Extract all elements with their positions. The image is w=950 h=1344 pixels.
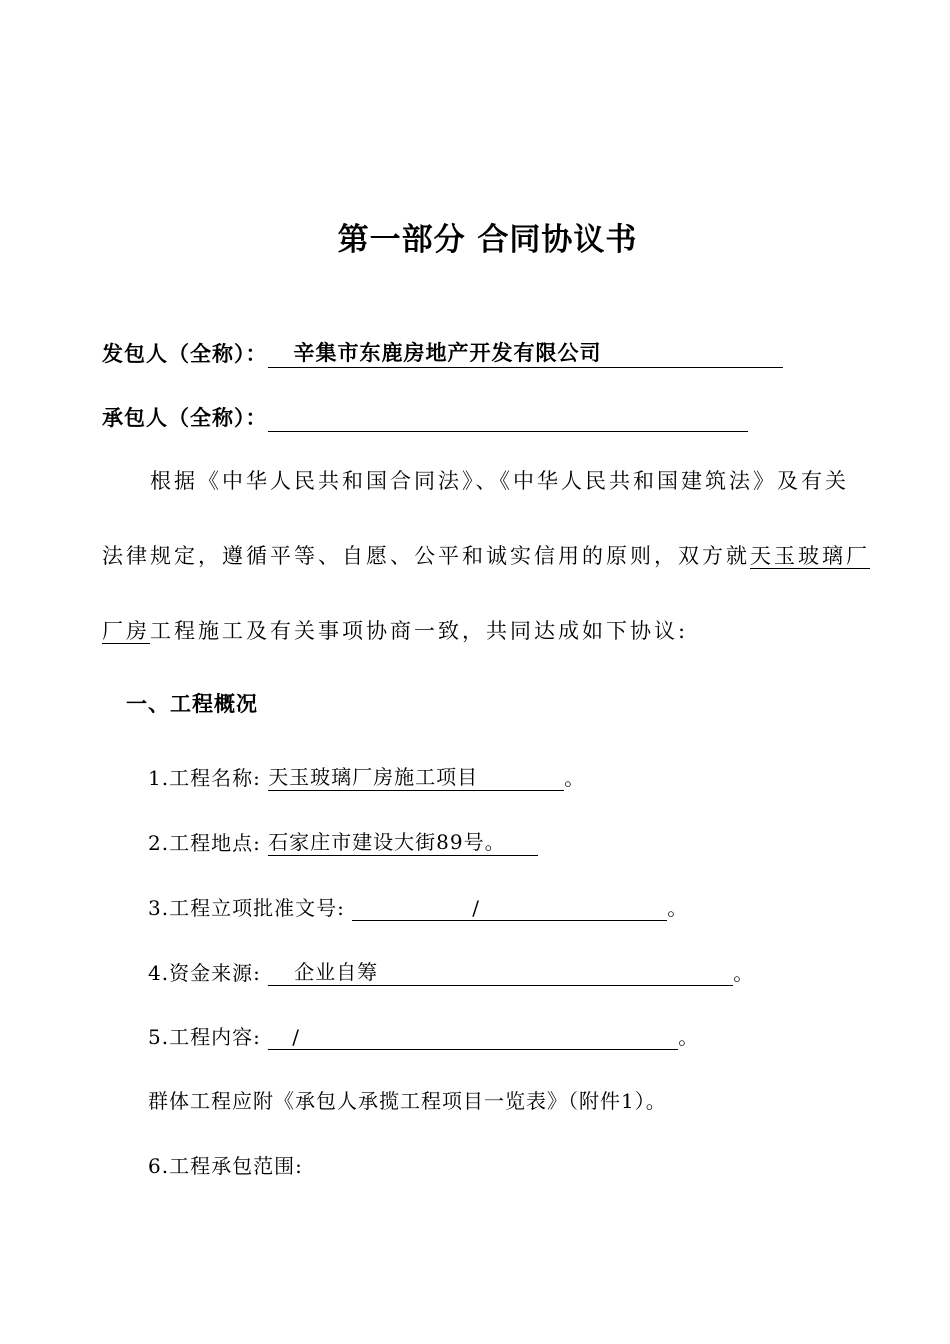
preamble-line-2-text: 法律规定，遵循平等、自愿、公平和诚实信用的原则，双方就 [102, 544, 750, 568]
item-end: 。 [564, 766, 586, 790]
contractor-label: 承包人（全称）： [102, 406, 268, 430]
project-name-part-2: 厂房 [102, 619, 150, 643]
item-label: 4.资金来源: [148, 961, 261, 985]
preamble-line-1: 根据《中华人民共和国合同法》、《中华人民共和国建筑法》及有关 [150, 469, 849, 493]
item-value: 石家庄市建设大街89号。 [268, 830, 506, 854]
project-name-part-1: 天玉玻璃厂 [750, 544, 870, 568]
group-project-note: 群体工程应附《承包人承揽工程项目一览表》（附件1）。 [148, 1089, 667, 1113]
item-label: 5.工程内容: [148, 1025, 261, 1049]
page-title: 第一部分 合同协议书 [337, 222, 638, 258]
project-location-field[interactable] [268, 831, 538, 856]
contractor-field[interactable] [268, 405, 748, 432]
item-project-content [148, 1021, 699, 1050]
approval-number-field[interactable] [352, 896, 667, 921]
preamble-line-3 [102, 615, 688, 645]
funding-source-field[interactable] [268, 961, 733, 986]
contractor-row [102, 402, 748, 432]
employer-label: 发包人（全称）： [102, 342, 268, 366]
item-approval-number [148, 892, 688, 921]
item-label: 2.工程地点: [148, 831, 261, 855]
item-value: / [292, 1025, 300, 1049]
employer-value: 辛集市东鹿房地产开发有限公司 [293, 341, 602, 365]
employer-field[interactable] [268, 341, 783, 368]
item-end: 。 [667, 896, 689, 920]
item-label: 3.工程立项批准文号: [148, 896, 345, 920]
project-content-field[interactable] [268, 1025, 678, 1050]
employer-row [102, 338, 783, 368]
item-end: 。 [678, 1025, 700, 1049]
item-funding-source [148, 957, 754, 986]
project-name-field[interactable] [268, 766, 564, 791]
item-value: / [472, 896, 480, 920]
preamble-line-3-text: 工程施工及有关事项协商一致，共同达成如下协议: [150, 619, 689, 643]
item-project-name [148, 762, 585, 791]
contract-scope-label: 6.工程承包范围: [148, 1154, 303, 1178]
preamble-line-2 [102, 540, 870, 570]
item-end: 。 [733, 961, 755, 985]
item-label: 1.工程名称: [148, 766, 261, 790]
item-value: 企业自筹 [294, 960, 379, 984]
item-value: 天玉玻璃厂房施工项目 [268, 765, 479, 789]
item-project-location [148, 827, 538, 856]
section-heading: 一、工程概况 [126, 692, 258, 716]
